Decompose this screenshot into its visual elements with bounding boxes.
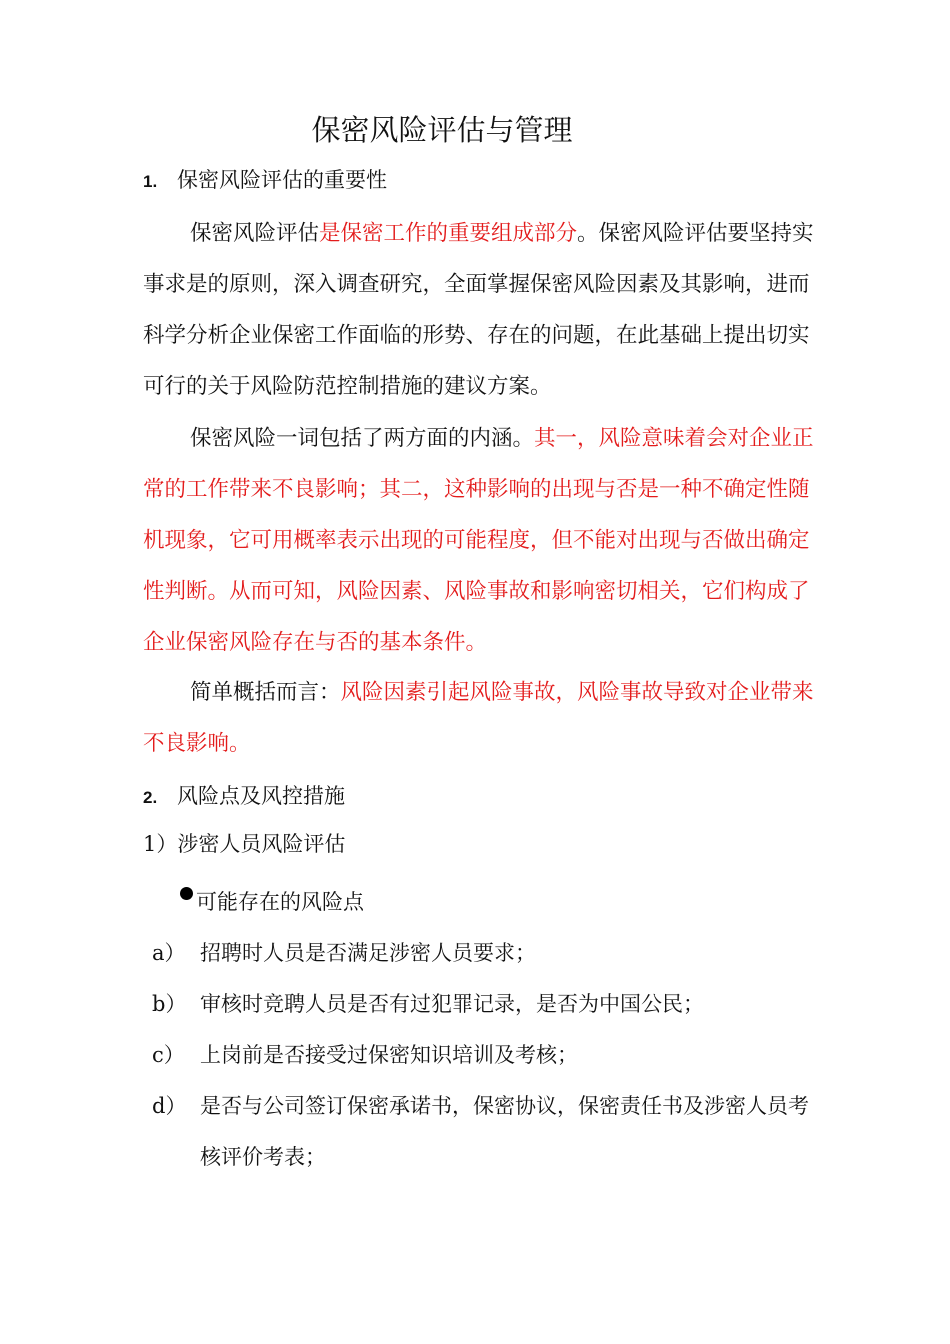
list-marker: b）	[152, 992, 187, 1016]
subsection-heading: 1）涉密人员风险评估	[143, 832, 346, 856]
paragraph-1-lead: 保密风险评估	[190, 221, 320, 246]
list-item-text: 招聘时人员是否满足涉密人员要求；	[200, 941, 536, 965]
section-1-label: 保密风险评估的重要性	[177, 168, 387, 192]
bullet-item	[180, 887, 364, 917]
list-item	[152, 1030, 812, 1081]
section-1-number: 1.	[143, 172, 158, 191]
paragraph-2-lead: 保密风险一词包括了两方面的内涵。	[190, 426, 535, 451]
paragraph-2-highlight: 其一，风险意味着会对企业正常的工作带来不良影响；其二，这种影响的出现与否是一种不确定性随机现象，它可用概率表示出现的可能程度，但不能对出现与否做出确定性判断。从而可知，风险因素、风险事故和影响密切相关，它们构成了企业保密风险存在与否的基本条件。	[143, 426, 814, 655]
list-marker: c）	[152, 1043, 185, 1067]
list-item-text: 是否与公司签订保密承诺书，保密协议，保密责任书及涉密人员考核评价考表；	[200, 1094, 809, 1169]
list-marker: d）	[152, 1094, 187, 1118]
page-title: 保密风险评估与管理	[311, 113, 573, 147]
list-marker: a）	[152, 941, 186, 965]
paragraph-1-highlight: 是保密工作的重要组成部分	[319, 221, 578, 246]
paragraph-1-body: 。保密风险评估要坚持实事求是的原则，深入调查研究，全面掌握保密风险因素及其影响，进而科学分析企业保密工作面临的形势、存在的问题，在此基础上提出切实可行的关于风险防范控制措施的建议方案。	[143, 221, 814, 399]
paragraph-2	[143, 413, 823, 668]
paragraph-3	[143, 667, 823, 769]
section-2-heading	[143, 781, 345, 813]
list-item	[152, 979, 812, 1030]
paragraph-1	[143, 208, 823, 412]
bullet-dot-icon	[180, 887, 193, 900]
paragraph-3-highlight: 风险因素引起风险事故，风险事故导致对企业带来不良影响。	[143, 680, 814, 756]
list-item-text: 审核时竞聘人员是否有过犯罪记录，是否为中国公民；	[200, 992, 704, 1016]
bullet-text: 可能存在的风险点	[196, 890, 364, 914]
list-item	[152, 928, 812, 979]
list-item	[152, 1081, 812, 1183]
section-1-heading	[143, 165, 387, 197]
section-2-number: 2.	[143, 788, 158, 807]
paragraph-3-lead: 简单概括而言：	[190, 680, 341, 705]
section-2-label: 风险点及风控措施	[177, 784, 345, 808]
list-item-text: 上岗前是否接受过保密知识培训及考核；	[200, 1043, 578, 1067]
